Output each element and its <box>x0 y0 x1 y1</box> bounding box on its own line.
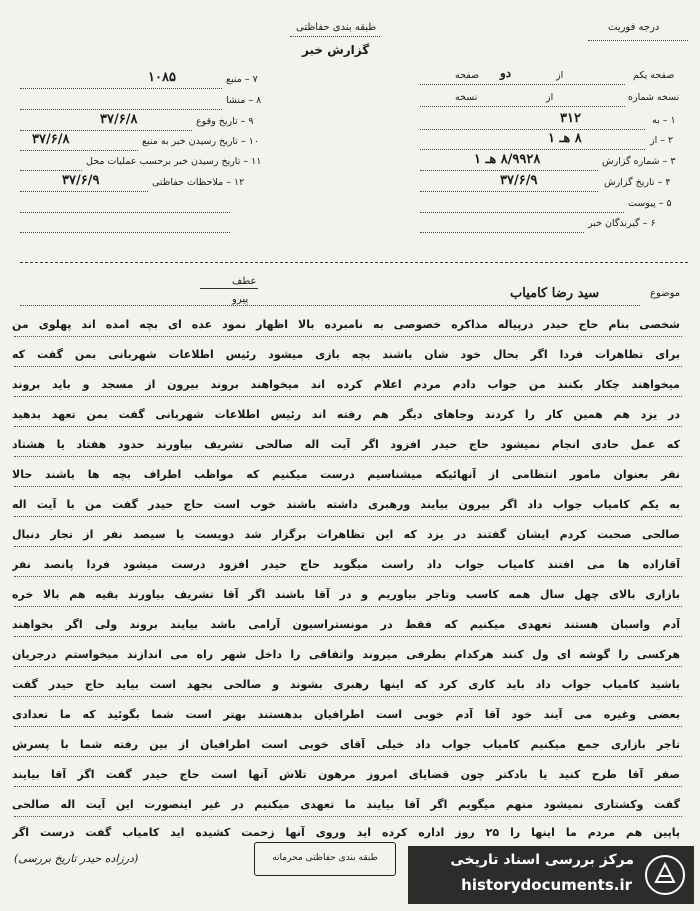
body-line: آدم واسبان هستند تعهدی میکنیم که فقط در مونستراسیون آرامی باشد بیایند بروند ولی اگر بخواهند <box>12 618 680 631</box>
body-line: گفت وکشتاری نمیشود منهم میگویم اگر آقا بیایند ما تعهدی میکنیم در غیر اینصورت این آیت اله صالحی <box>12 798 680 811</box>
classification-line <box>290 36 380 37</box>
classification-label: طبقه بندی حفاظتی <box>296 22 377 33</box>
body-underline <box>14 816 682 817</box>
field-6-label: ۶ – گیرندگان خبر <box>588 218 656 229</box>
body-underline <box>14 366 682 367</box>
field-7-value: ۱۰۸۵ <box>148 70 176 85</box>
field-5-label: ۵ – پیوست <box>628 198 672 209</box>
body-underline <box>14 576 682 577</box>
left-line-b <box>20 232 230 233</box>
body-line: به یکم کامیاب جواب داد اگر بیرون بیایند ورهبری داشته باشند خوب است حاج حیدر گفت من با آیت اله <box>12 498 680 511</box>
body-line: بعضی وغیره می آیند خود آقا آدم خوبی است اطرافیان بدهستند بهتر است شما بگوئید که ما تعدادی <box>12 708 680 721</box>
archive-logo-icon <box>644 854 686 896</box>
body-underline <box>14 636 682 637</box>
form-title: گزارش خبر <box>302 43 370 57</box>
body-underline <box>14 756 682 757</box>
body-line: باشید کامیاب جواب داد باید کاری کرد که اینها رهبری بشوند و صالحی بجهد است بیاید حاج حیدر گفت <box>12 678 680 691</box>
field-8-label: ۸ – منشا <box>226 95 262 106</box>
body-underline <box>14 606 682 607</box>
field-5-line <box>420 212 624 213</box>
page-line <box>420 84 625 85</box>
body-line: میخواهند چکار بکنند من جواب دادم مردم اعلام کرده اند میخواهند بروند بیرون از مسجد و باید بروند <box>12 378 680 391</box>
body-line: شخصی بنام حاج حیدر درپیاله مذاکره خصوصی به نامبرده بالا اظهار نمود عده ای بچه امده اند پهلوی من <box>12 318 680 331</box>
field-7-label: ۷ – منبع <box>226 74 258 85</box>
watermark-name: مرکز بررسی اسناد تاریخی <box>450 852 634 868</box>
body-underline <box>14 696 682 697</box>
page-suffix: صفحه <box>455 70 480 81</box>
field-10-line <box>20 150 138 151</box>
body-underline <box>14 666 682 667</box>
left-line-a <box>20 212 230 213</box>
copy-line <box>420 106 625 107</box>
body-underline <box>14 426 682 427</box>
field-12-label: ۱۲ – ملاحظات حفاظتی <box>152 177 245 188</box>
copy-suffix: نسخه <box>455 92 478 103</box>
priority-line <box>588 40 688 41</box>
body-line: برای تظاهرات فردا اگر بحال خود شان باشند بچه بازی میشود رئیس اطلاعات شهربانی بمن گفت که <box>12 348 680 361</box>
priority-label: درجه فوریت <box>608 22 660 33</box>
subject-label: موضوع <box>650 288 681 299</box>
subject-line <box>20 305 640 306</box>
header-separator <box>20 262 688 263</box>
ref-label: عطف <box>232 276 257 287</box>
field-3-line <box>420 170 598 171</box>
field-1-line <box>420 129 645 130</box>
field-1-value: ۳۱۲ <box>560 111 581 126</box>
field-3-label: ۳ – شماره گزارش <box>602 156 676 167</box>
page-count: دو <box>500 66 512 80</box>
watermark-url: historydocuments.ir <box>461 876 632 894</box>
body-underline <box>14 546 682 547</box>
handwritten-signature: (درزاده حیدر تاریخ بررسی) <box>14 852 139 865</box>
field-1-label: ۱ – به <box>652 115 676 126</box>
field-2-value: ۸ هـ ۱ <box>548 131 582 146</box>
field-6-line <box>420 232 584 233</box>
field-10-label: ۱۰ – تاریخ رسیدن خبر به منبع <box>142 136 259 147</box>
field-9-line <box>20 130 192 131</box>
body-underline <box>14 336 682 337</box>
field-12-value: ۳۷/۶/۹ <box>62 173 100 188</box>
body-line: آقازاده ها می افتند کامیاب جواب داد راست میگوید حاج حیدر افزود درست میشود فردا پانصد نفر <box>12 558 680 571</box>
body-line: هرکسی را گوشه ای ول کنند هرکدام بطرفی میروند واتفاقی را داخل شهر راه می اندازند میخواستم درجریان <box>12 648 680 661</box>
body-line: صالحی صحبت کردم ایشان گفتند در یزد که این تظاهرات برگزار شد دویست یا سیصد نفر از تجار دنبال <box>12 528 680 541</box>
body-line: تاجر بازاری جمع میکنیم کامیاب جواب داد خیلی آقای خوبی است اطرافیان از بین رفته شما با پسرش <box>12 738 680 751</box>
copy-label: نسخه شماره <box>628 92 680 103</box>
field-2-line <box>420 149 645 150</box>
field-2-label: ۲ – از <box>650 135 674 146</box>
field-11-label: ۱۱ – تاریخ رسیدن خبر برحسب عملیات محل <box>86 156 262 167</box>
body-underline <box>14 786 682 787</box>
ref-label-2: پیرو <box>232 294 249 305</box>
ref-divider <box>200 288 258 289</box>
field-3-value: ۸/۹۹۲۸ هـ ۱ <box>474 152 541 167</box>
field-4-line <box>420 191 598 192</box>
field-8-line <box>20 109 222 110</box>
field-7-line <box>20 88 222 89</box>
page-from: از <box>556 70 564 81</box>
copy-from: از <box>546 92 554 103</box>
field-10-value: ۳۷/۶/۸ <box>32 132 70 147</box>
field-4-label: ۴ – تاریخ گزارش <box>604 177 671 188</box>
subject-value: سید رضا کامیاب <box>510 286 600 301</box>
body-line: نفر بعنوان مامور انتظامی از آنهائیکه میشناسیم درست میکنیم که مواظب اطراف بچه ها باشند حالا <box>12 468 680 481</box>
body-line: در یزد هم همین کار را کردند وجاهای دیگر هم رفته اند رئیس اطلاعات شهربانی گفت بمن تعهد بدهید <box>12 408 680 421</box>
body-line: بازاری بالای چهل سال همه کاسب وتاجر بیاوریم و در آقا باشند اگر آقا تشریف بیاورند بقیه هم بالا خره <box>12 588 680 601</box>
field-9-label: ۹ – تاریخ وقوع <box>196 116 254 127</box>
field-11-line <box>20 170 82 171</box>
body-line: که عمل حادی انجام نمیشود حاج حیدر افزود اگر آیت اله صالحی تشریف بیاورند حدود هفتاد یا هشتاد <box>12 438 680 451</box>
body-underline <box>14 516 682 517</box>
field-12-line <box>20 191 148 192</box>
field-4-value: ۳۷/۶/۹ <box>500 173 538 188</box>
archive-watermark <box>408 846 694 904</box>
body-underline <box>14 456 682 457</box>
body-underline <box>14 726 682 727</box>
page-label: صفحه یکم <box>633 70 675 81</box>
body-underline <box>14 396 682 397</box>
field-9-value: ۳۷/۶/۸ <box>100 112 138 127</box>
classification-stamp: طبقه بندی حفاظتی محرمانه <box>254 842 396 876</box>
body-line: صفر آقا طرح کنید یا بادکتر چون قضایای امروز مرهون تلاش آنها است حاج حیدر گفت اگر آقا بیایند <box>12 768 680 781</box>
body-underline <box>14 486 682 487</box>
body-line: پاپین هم مردم ما اینها را ۲۵ روز اداره کرده اید وروی آنها زحمت کشیده اید کامیاب گفت درست اگر <box>12 826 680 839</box>
